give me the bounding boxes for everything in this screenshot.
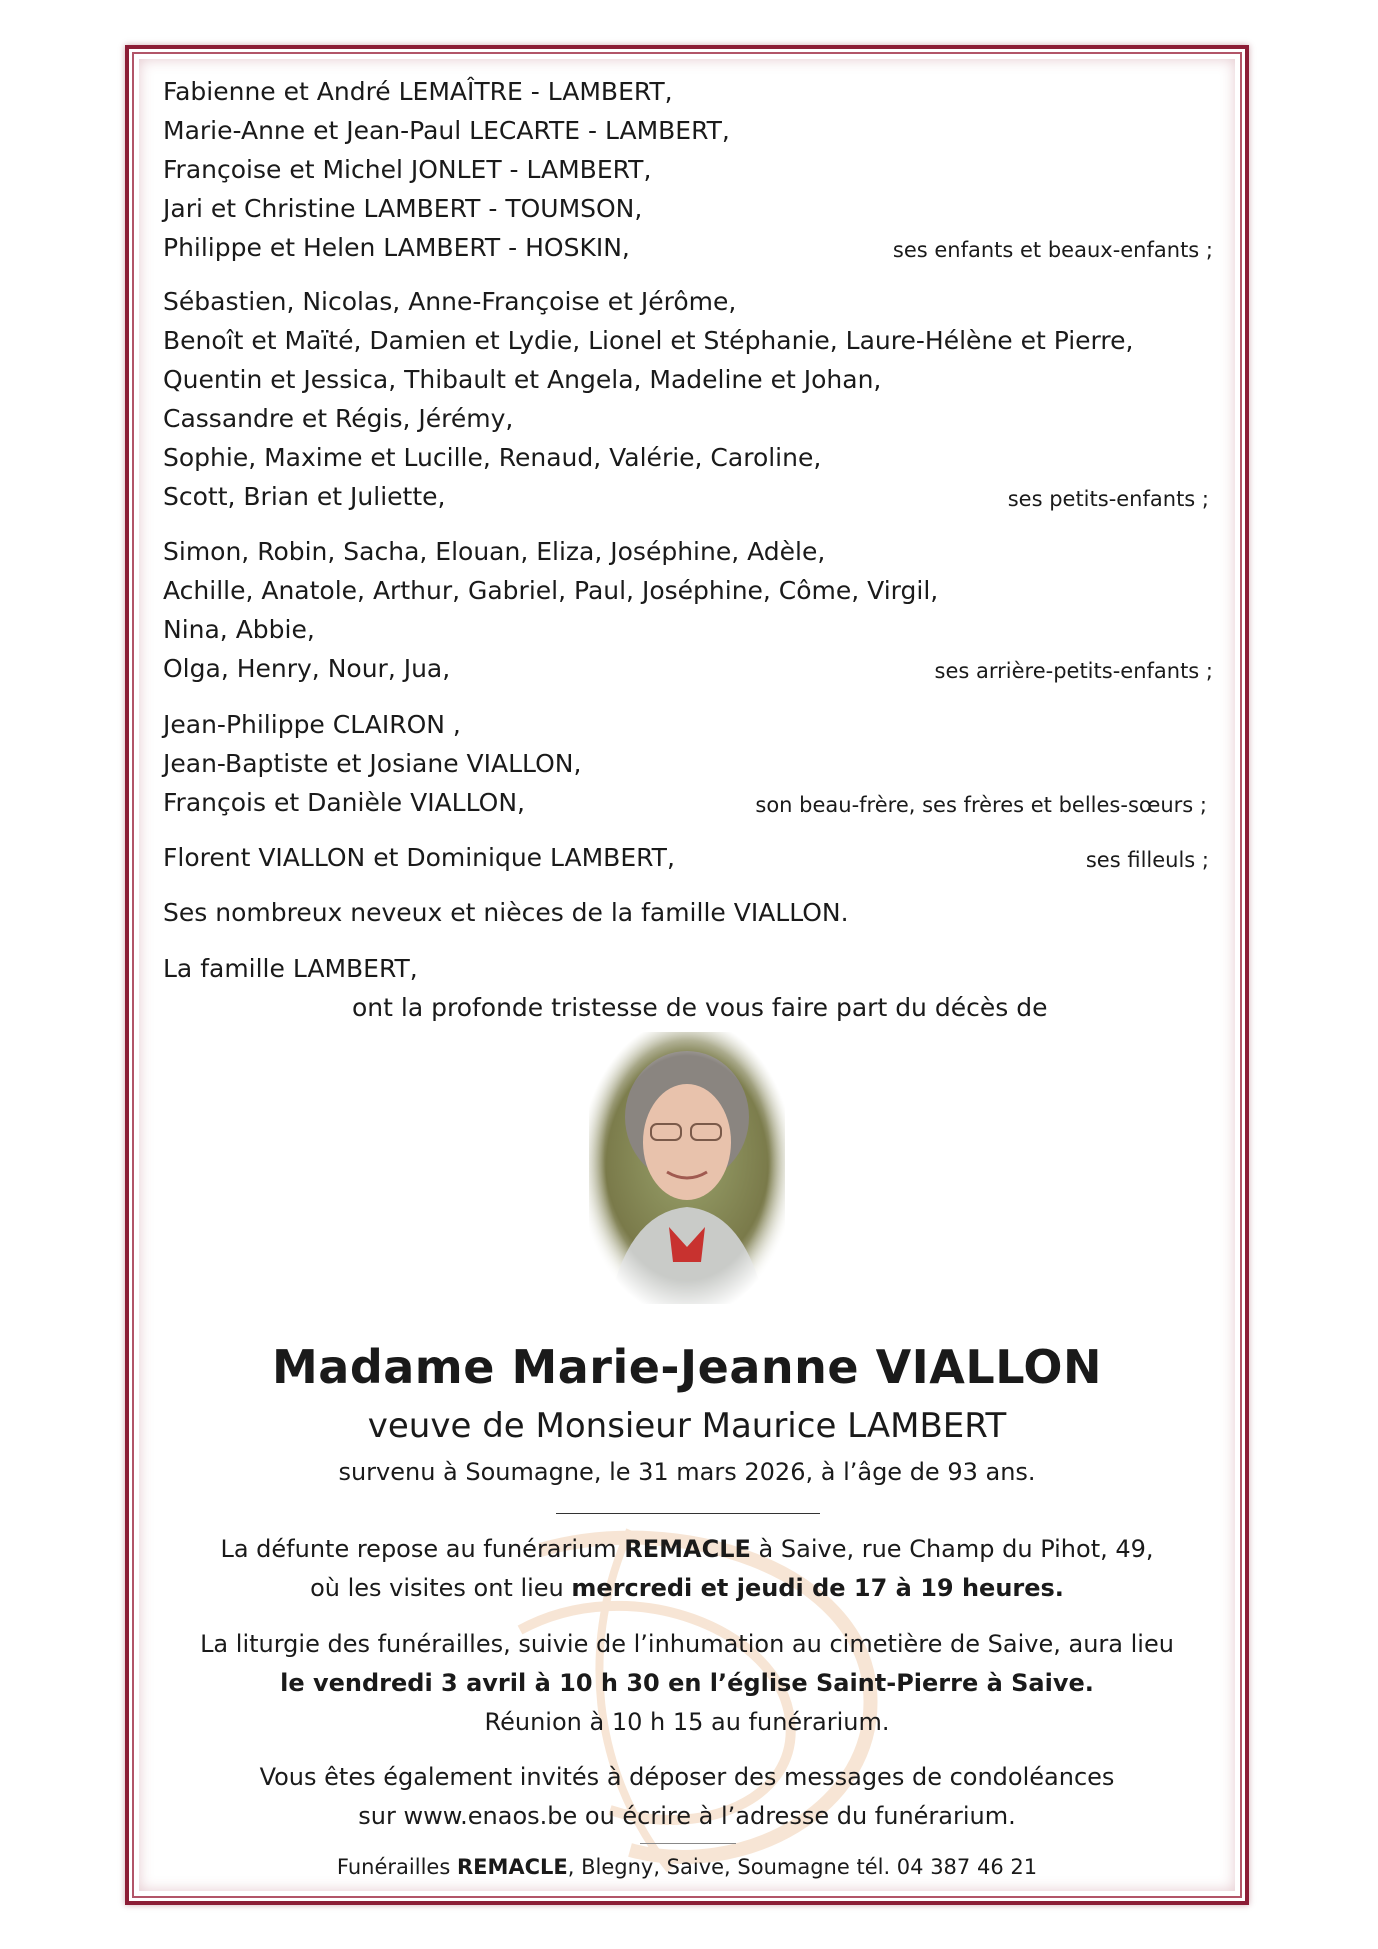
great-grandchildren-line: Olga, Henry, Nour, Jua, <box>163 654 451 683</box>
child-couple: Fabienne et André LEMAÎTRE - LAMBERT, <box>163 77 673 106</box>
footer-line <box>125 1855 1249 1879</box>
lambert-family-line: La famille LAMBERT, <box>163 954 418 983</box>
sibling-line: Jean-Baptiste et Josiane VIALLON, <box>163 749 582 778</box>
godchildren-role-label: ses filleuls ; <box>1085 848 1209 872</box>
footer-separator <box>640 1843 736 1844</box>
grandchildren-section <box>163 282 1213 516</box>
funeral-home-watermark-icon <box>480 1510 900 1890</box>
death-info-line: survenu à Soumagne, le 31 mars 2026, à l’âge de 93 ans. <box>338 1458 1036 1486</box>
grandchildren-line: Sébastien, Nicolas, Anne-Françoise et Jérôme, <box>163 287 737 316</box>
grandchildren-line: Quentin et Jessica, Thibault et Angela, Madeline et Johan, <box>163 365 882 394</box>
widow-of-line: veuve de Monsieur Maurice LAMBERT <box>367 1406 1007 1446</box>
footer-funeral-home: REMACLE <box>456 1855 568 1879</box>
visitation-address: à Saive, rue Champ du Pihot, 49, <box>750 1535 1154 1563</box>
condolences-line-2: sur www.enaos.be ou écrire à l’adresse du funérarium. <box>358 1802 1016 1830</box>
grandchildren-line: Benoît et Maïté, Damien et Lydie, Lionel et Stéphanie, Laure-Hélène et Pierre, <box>163 326 1134 355</box>
great-grandchildren-section <box>163 532 1213 688</box>
funeral-home-name: REMACLE <box>624 1535 751 1563</box>
grandchildren-role-label: ses petits-enfants ; <box>1007 487 1209 511</box>
siblings-section <box>163 705 1213 822</box>
great-grandchildren-line: Simon, Robin, Sacha, Elouan, Eliza, Joséphine, Adèle, <box>163 537 826 566</box>
grandchildren-line: Cassandre et Régis, Jérémy, <box>163 404 514 433</box>
great-grandchildren-line: Nina, Abbie, <box>163 615 315 644</box>
child-couple: Marie-Anne et Jean-Paul LECARTE - LAMBERT, <box>163 116 730 145</box>
grandchildren-line: Scott, Brian et Juliette, <box>163 482 446 511</box>
sibling-line: François et Danièle VIALLON, <box>163 788 525 817</box>
funeral-line-1: La liturgie des funérailles, suivie de l’inhumation au cimetière de Saive, aura lieu <box>200 1630 1174 1658</box>
footer-text: Funérailles <box>336 1855 457 1879</box>
child-couple: Françoise et Michel JONLET - LAMBERT, <box>163 155 652 184</box>
great-grandchildren-line: Achille, Anatole, Arthur, Gabriel, Paul, Joséphine, Côme, Virgil, <box>163 576 939 605</box>
visitation-hours: mercredi et jeudi de 17 à 19 heures. <box>571 1574 1064 1602</box>
condolences-line-1: Vous êtes également invités à déposer des messages de condoléances <box>259 1763 1115 1791</box>
portrait-photo <box>589 1032 785 1304</box>
child-couple: Philippe et Helen LAMBERT - HOSKIN, <box>163 233 630 262</box>
deceased-name: Madame Marie-Jeanne VIALLON <box>272 1340 1102 1394</box>
children-section <box>163 72 1213 267</box>
siblings-role-label: son beau-frère, ses frères et belles-sœurs ; <box>755 793 1207 817</box>
visitation-text: où les visites ont lieu <box>310 1574 572 1602</box>
child-couple: Jari et Christine LAMBERT - TOUMSON, <box>163 194 643 223</box>
funeral-line-2: le vendredi 3 avril à 10 h 30 en l’église Saint-Pierre à Saive. <box>280 1669 1094 1697</box>
footer-contact: , Blegny, Saive, Soumagne tél. 04 387 46 21 <box>567 1855 1038 1879</box>
godchildren-section <box>163 838 1213 877</box>
visitation-line-2 <box>125 1574 1249 1602</box>
children-role-label: ses enfants et beaux-enfants ; <box>892 238 1213 262</box>
visitation-text: La défunte repose au funérarium <box>220 1535 625 1563</box>
sibling-line: Jean-Philippe CLAIRON , <box>163 710 461 739</box>
godchildren-line: Florent VIALLON et Dominique LAMBERT, <box>163 843 675 872</box>
great-grandchildren-role-label: ses arrière-petits-enfants ; <box>934 659 1213 683</box>
announcement-line: ont la profonde tristesse de vous faire part du décès de <box>352 993 1048 1022</box>
visitation-line-1 <box>125 1535 1249 1563</box>
nephews-line: Ses nombreux neveux et nièces de la famille VIALLON. <box>163 898 849 927</box>
grandchildren-line: Sophie, Maxime et Lucille, Renaud, Valérie, Caroline, <box>163 443 822 472</box>
funeral-line-3: Réunion à 10 h 15 au funérarium. <box>484 1708 890 1736</box>
separator-line <box>556 1513 820 1514</box>
